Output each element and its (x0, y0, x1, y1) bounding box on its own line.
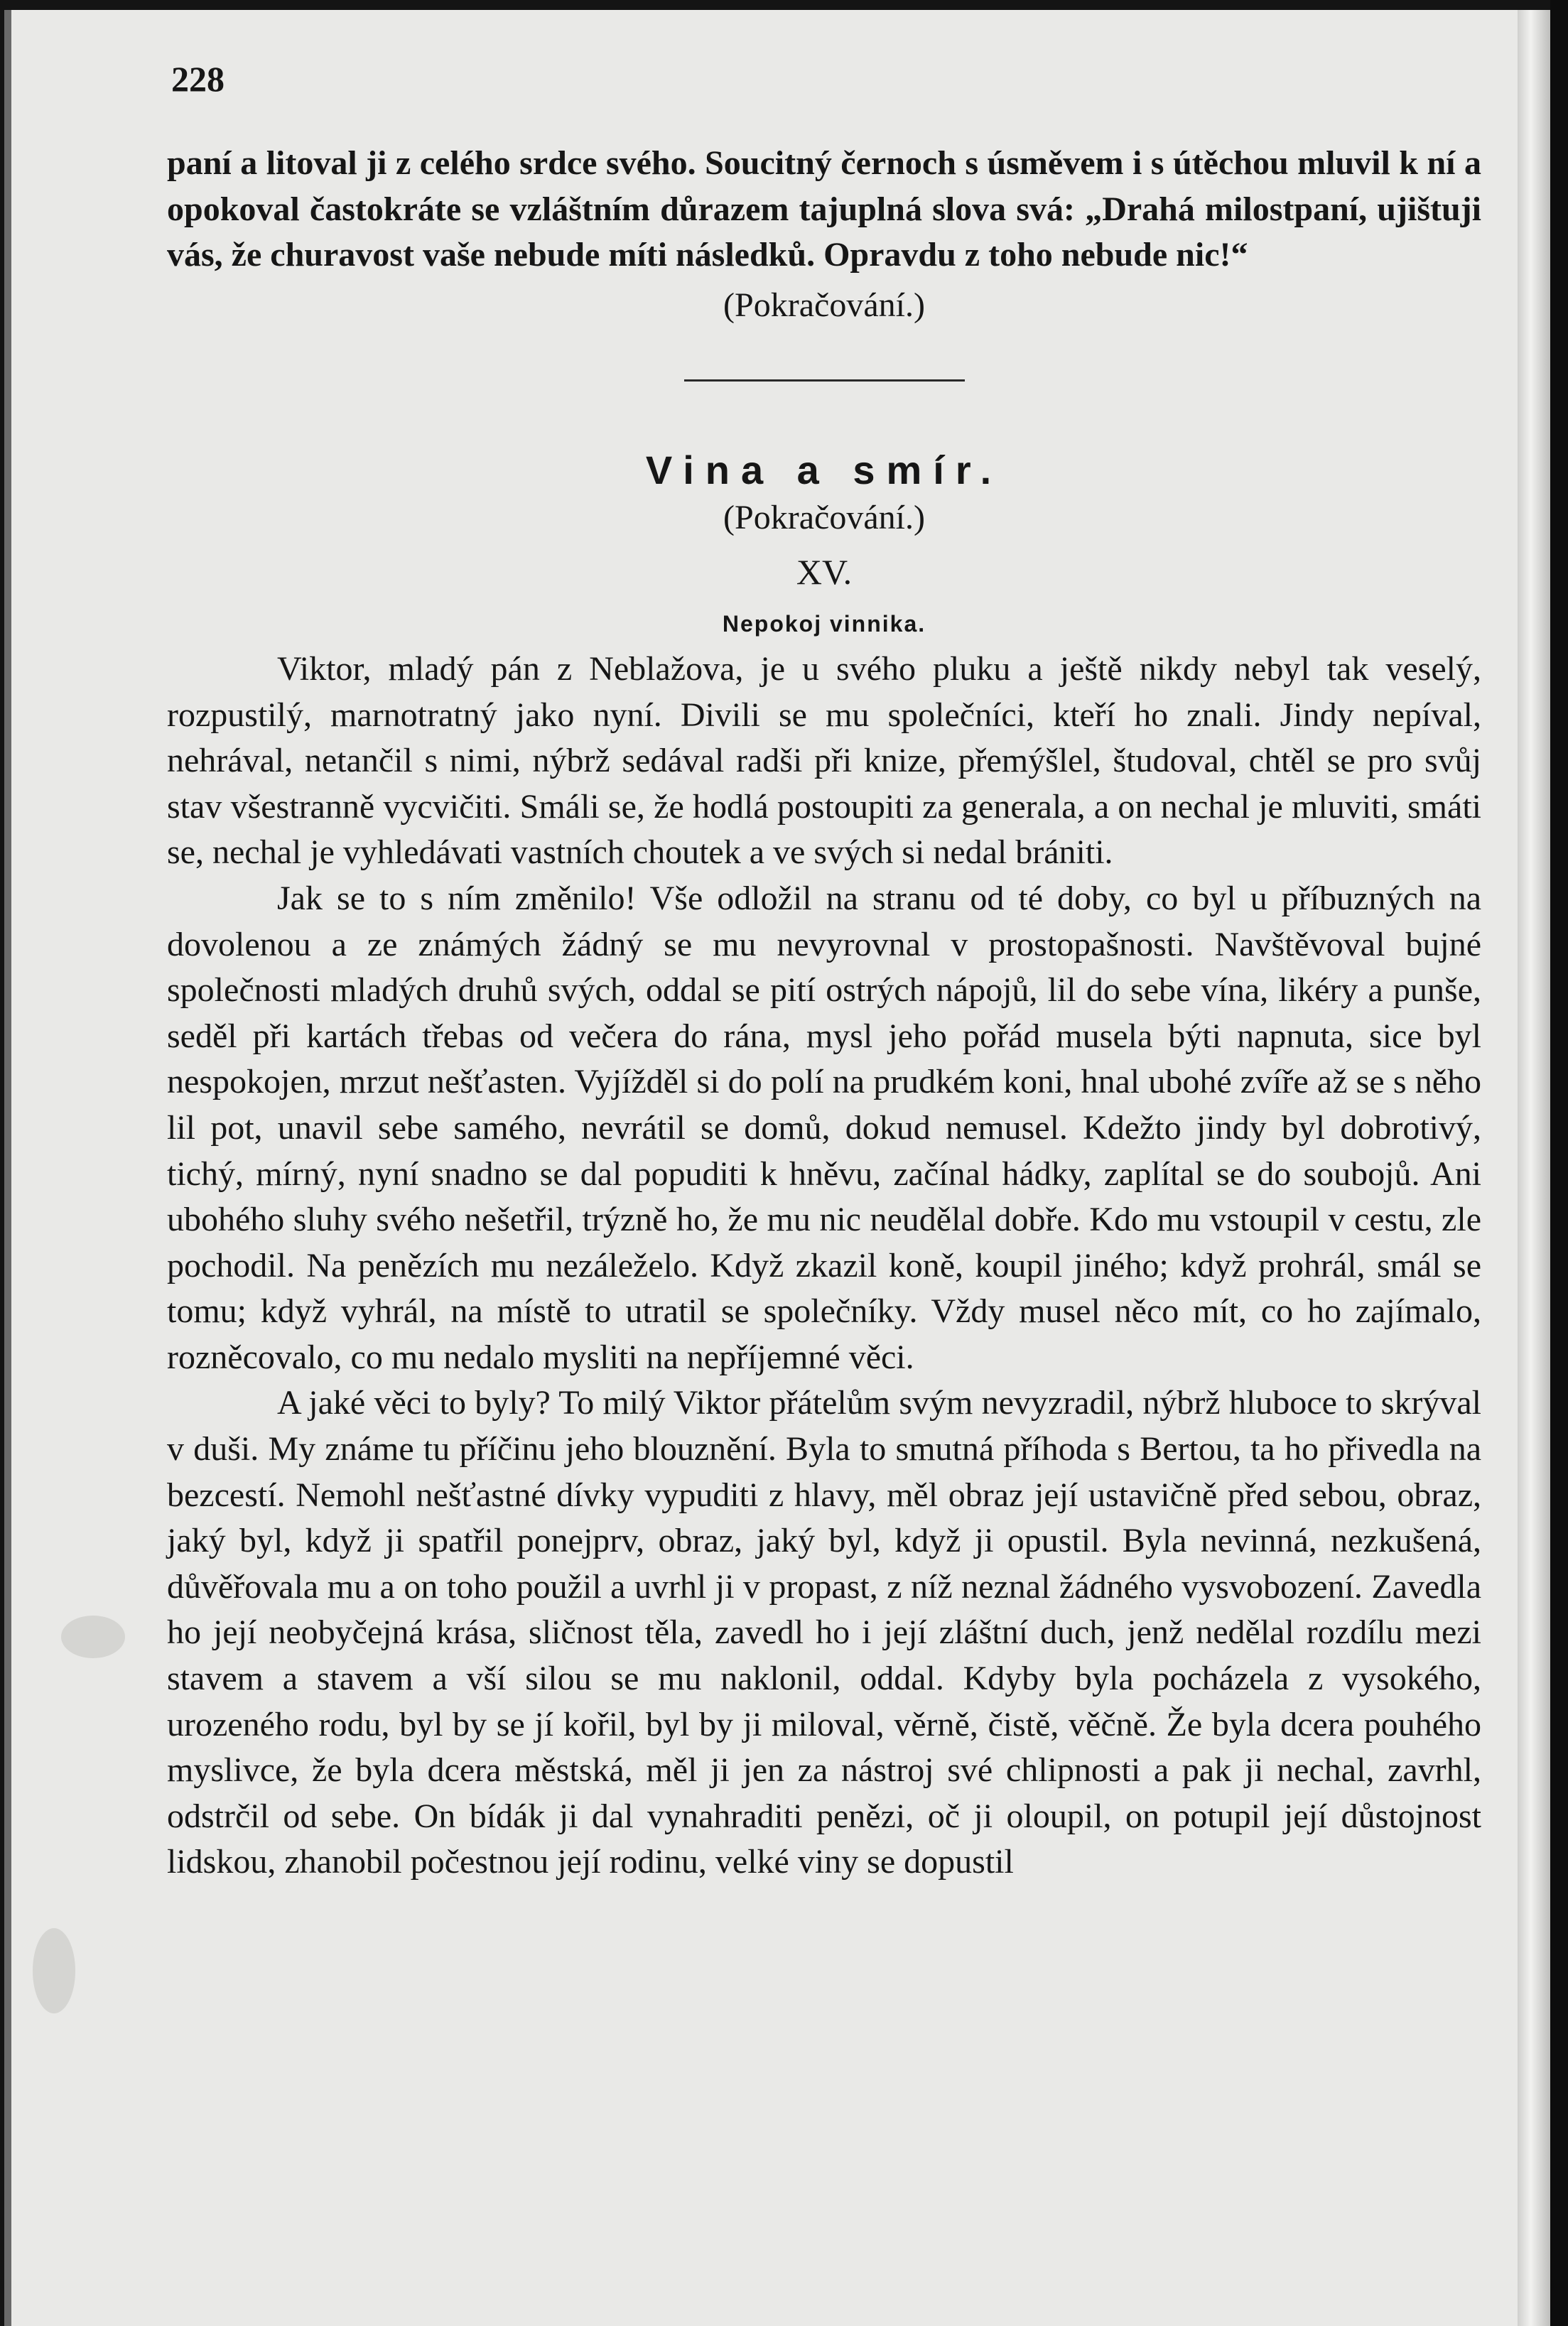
section-divider (684, 379, 965, 382)
continuation-note: (Pokračování.) (723, 286, 925, 324)
body-paragraph: Jak se to s ním změnilo! Vše odložil na stranu od té doby, co byl u příbuzných na dovolenou a ze známých žádný se mu nevyrovnal v prostopašnosti. Navštěvoval bujné společnosti mladých druhů svých, oddal se pití ostrých nápojů, lil do sebe vína, likéry a punše, seděl při kartách třebas od večera do rána, mysl jeho pořád musela býti napnuta, sice byl nespokojen, mrzut nešťasten. Vyjížděl si do polí na prudkém koni, hnal ubohé zvíře až se s něho lil pot, unavil sebe samého, nevrátil se domů, dokud nemusel. Kdežto jindy byl dobrotivý, tichý, mírný, nyní snadno se dal popuditi k hněvu, začínal hádky, zaplítal se do soubojů. Ani ubohého sluhy svého nešetřil, trýzně ho, že mu nic neudělal dobře. Kdo mu vstoupil v cestu, zle pochodil. Na penězích mu nezáleželo. Když zkazil koně, koupil jiného; když prohrál, smál se tomu; když vyhrál, na místě to utratil se společníky. Vždy musel něco mít, co ho zajímalo, rozněcovalo, co mu nedalo mysliti na nepříjemné věci. (167, 879, 1481, 1376)
page-edge (1550, 0, 1568, 2326)
story-continuation-note: (Pokračování.) (723, 499, 925, 537)
body-paragraph: Viktor, mladý pán z Neblažova, je u svého pluku a ještě nikdy nebyl tak veselý, rozpustilý, marnotratný jako nyní. Divili se mu společníci, kteří ho znali. Jindy nepíval, nehrával, netančil s nimi, nýbrž sedával radši při knize, přemýšlel, študoval, chtěl se pro svůj stav všestranně vycvičiti. Smáli se, že hodlá postoupiti za generala, a on nechal je mluviti, smáti se, nechal je vyhledávati vastních choutek a ve svých si nedal brániti. (167, 649, 1481, 872)
page-number: 228 (171, 59, 225, 99)
story-title: Vina a smír. (645, 448, 1003, 493)
previous-story-ending: paní a litoval ji z celého srdce svého. Soucitný černoch s úsměvem i s útěchou mluvil k ní a opokoval častokráte se vzláštním důrazem tajuplná slova svá: „Drahá milostpaní, ujištuji vás, že churavost vaše nebude míti následků. Opravdu z toho nebude nic!“ (167, 144, 1481, 274)
paper-stain (61, 1616, 125, 1658)
chapter-heading: Nepokoj vinnika. (722, 610, 926, 637)
body-paragraph: A jaké věci to byly? To milý Viktor přátelům svým nevyzradil, nýbrž hluboce to skrýval v duši. My známe tu příčinu jeho blouznění. Byla to smutná příhoda s Bertou, ta ho přivedla na bezcestí. Nemohl nešťastné dívky vypuditi z hlavy, měl obraz její ustavičně před sebou, obraz, jaký byl, když ji spatřil ponejprv, obraz, jaký byl, když ji opustil. Byla nevinná, nezkušená, důvěřovala mu a on toho použil a uvrhl ji v propast, z níž neznal žádného vysvobození. Zavedla ho její neobyčejná krása, sličnost těla, zavedl ho i její zláštní duch, jenž nedělal rozdílu mezi stavem a stavem a vší silou se mu naklonil, oddal. Kdyby byla pocházela z vysokého, urozeného rodu, byl by se jí kořil, byl by ji miloval, věrně, čistě, věčně. Že byla dcera pouhého myslivce, že byla dcera městská, měl ji jen za nástroj své chlipnosti a pak ji nechal, zavrhl, odstrčil od sebe. On bídák ji dal vynahraditi penězi, oč ji oloupil, on potupil její důstojnost lidskou, zhanobil počestnou její rodinu, velké viny se dopustil (167, 1384, 1481, 1881)
page-fold (1518, 10, 1550, 2326)
chapter-number: XV. (796, 551, 853, 592)
page-text (167, 61, 1481, 1886)
paper-stain (33, 1928, 75, 2013)
